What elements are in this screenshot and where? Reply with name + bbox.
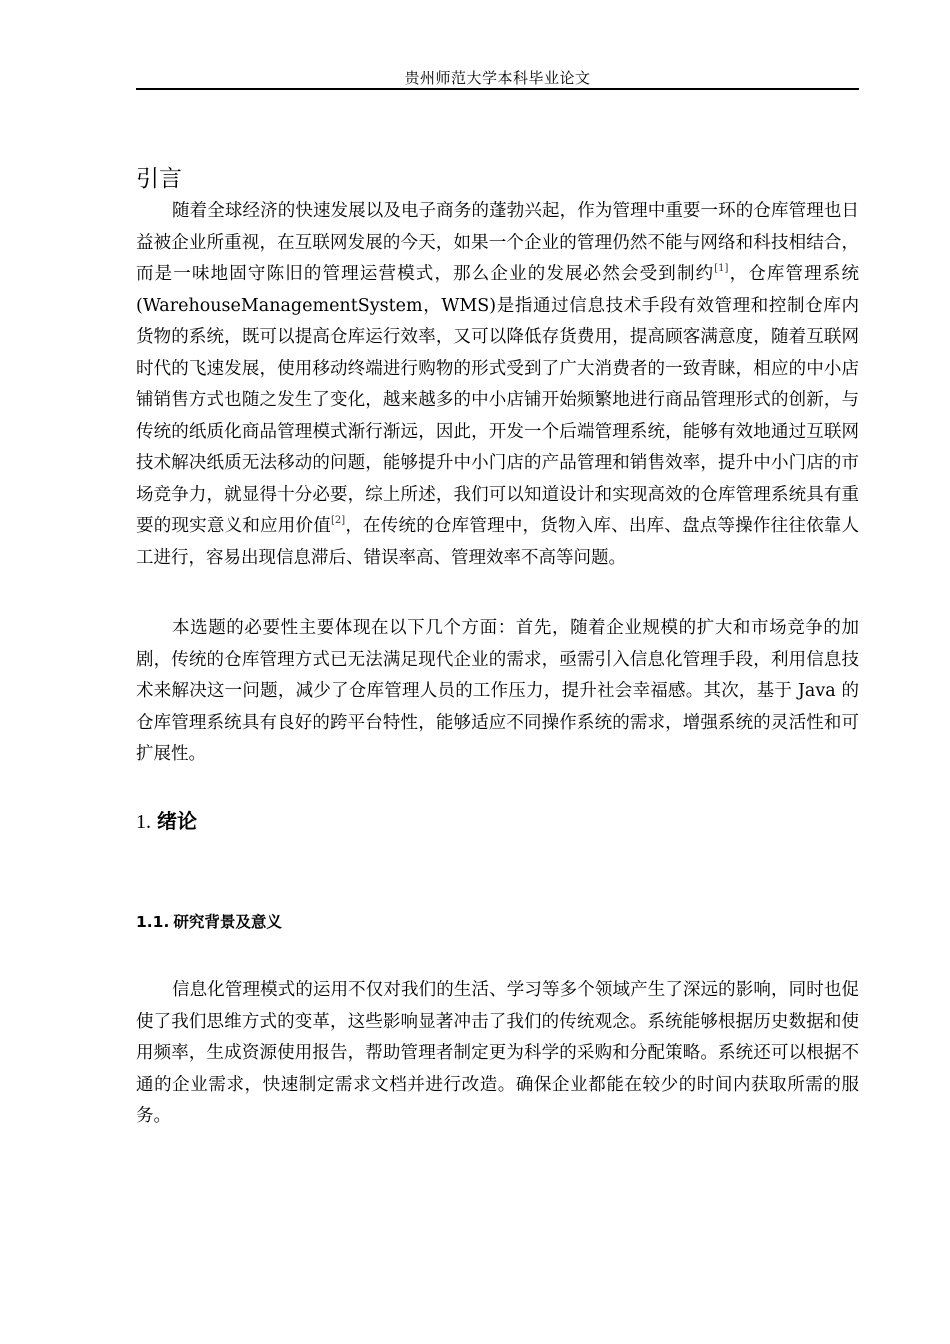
page-header	[136, 66, 859, 90]
intro-paragraph-1-text-a: 随着全球经济的快速发展以及电子商务的蓬勃兴起，作为管理中重要一环的仓库管理也日益被企业所重视，在互联网发展的今天，如果一个企业的管理仍然不能与网络和科技相结合，而是一味地固守陈旧的管理运营模式，那么企业的发展必然会受到制约	[136, 201, 859, 284]
header-divider	[136, 88, 859, 90]
section-1-1-title: 研究背景及意义	[173, 913, 282, 931]
citation-ref-2[interactable]: [2]	[330, 515, 346, 526]
intro-paragraph-1	[136, 196, 859, 574]
citation-ref-1[interactable]: [1]	[714, 263, 729, 274]
intro-heading: 引言	[136, 166, 182, 192]
intro-paragraph-2: 本选题的必要性主要体现在以下几个方面：首先，随着企业规模的扩大和市场竞争的加剧，传统的仓库管理方式已无法满足现代企业的需求，亟需引入信息化管理手段，利用信息技术来解决这一问题，减少了仓库管理人员的工作压力，提升社会幸福感。其次，基于 Java 的仓库管理系统具有良好的跨平台特性，能够适应不同操作系统的需求，增强系统的灵活性和可扩展性。	[136, 618, 859, 764]
section-1-1-heading	[136, 910, 282, 934]
intro-paragraph-1-text-c: ，在传统的仓库管理中，货物入库、出库、盘点等操作往往依靠人工进行，容易出现信息滞后、错误率高、管理效率不高等问题。	[136, 516, 860, 568]
chapter-1-number: 1.	[136, 811, 151, 833]
chapter-1-title: 绪论	[157, 809, 197, 833]
section-1-1-number: 1.1.	[136, 913, 170, 931]
header-title: 贵州师范大学本科毕业论文	[404, 69, 591, 87]
section-1-1-paragraph-1: 信息化管理模式的运用不仅对我们的生活、学习等多个领域产生了深远的影响，同时也促使了我们思维方式的变革，这些影响显著冲击了我们的传统观念。系统能够根据历史数据和使用频率，生成资源使用报告，帮助管理者制定更为科学的采购和分配策略。系统还可以根据不通的企业需求，快速制定需求文档并进行改造。确保企业都能在较少的时间内获取所需的服务。	[136, 980, 859, 1126]
intro-paragraph-1-text-b: ，仓库管理系统(WarehouseManagementSystem，WMS)是指通过信息技术手段有效管理和控制仓库内货物的系统，既可以提高仓库运行效率，又可以降低存货费用，提高顾客满意度，随着互联网时代的飞速发展，使用移动终端进行购物的形式受到了广大消费者的一致青睐，相应的中小店铺销售方式也随之发生了变化，越来越多的中小店铺开始频繁地进行商品管理形式的创新，与传统的纸质化商品管理模式渐行渐远，因此，开发一个后端管理系统，能够有效地通过互联网技术解决纸质无法移动的问题，能够提升中小门店的产品管理和销售效率，提升中小门店的市场竞争力，就显得十分必要，综上所述，我们可以知道设计和实现高效的仓库管理系统具有重要的现实意义和应用价值	[136, 264, 860, 536]
chapter-1-heading	[136, 806, 197, 837]
